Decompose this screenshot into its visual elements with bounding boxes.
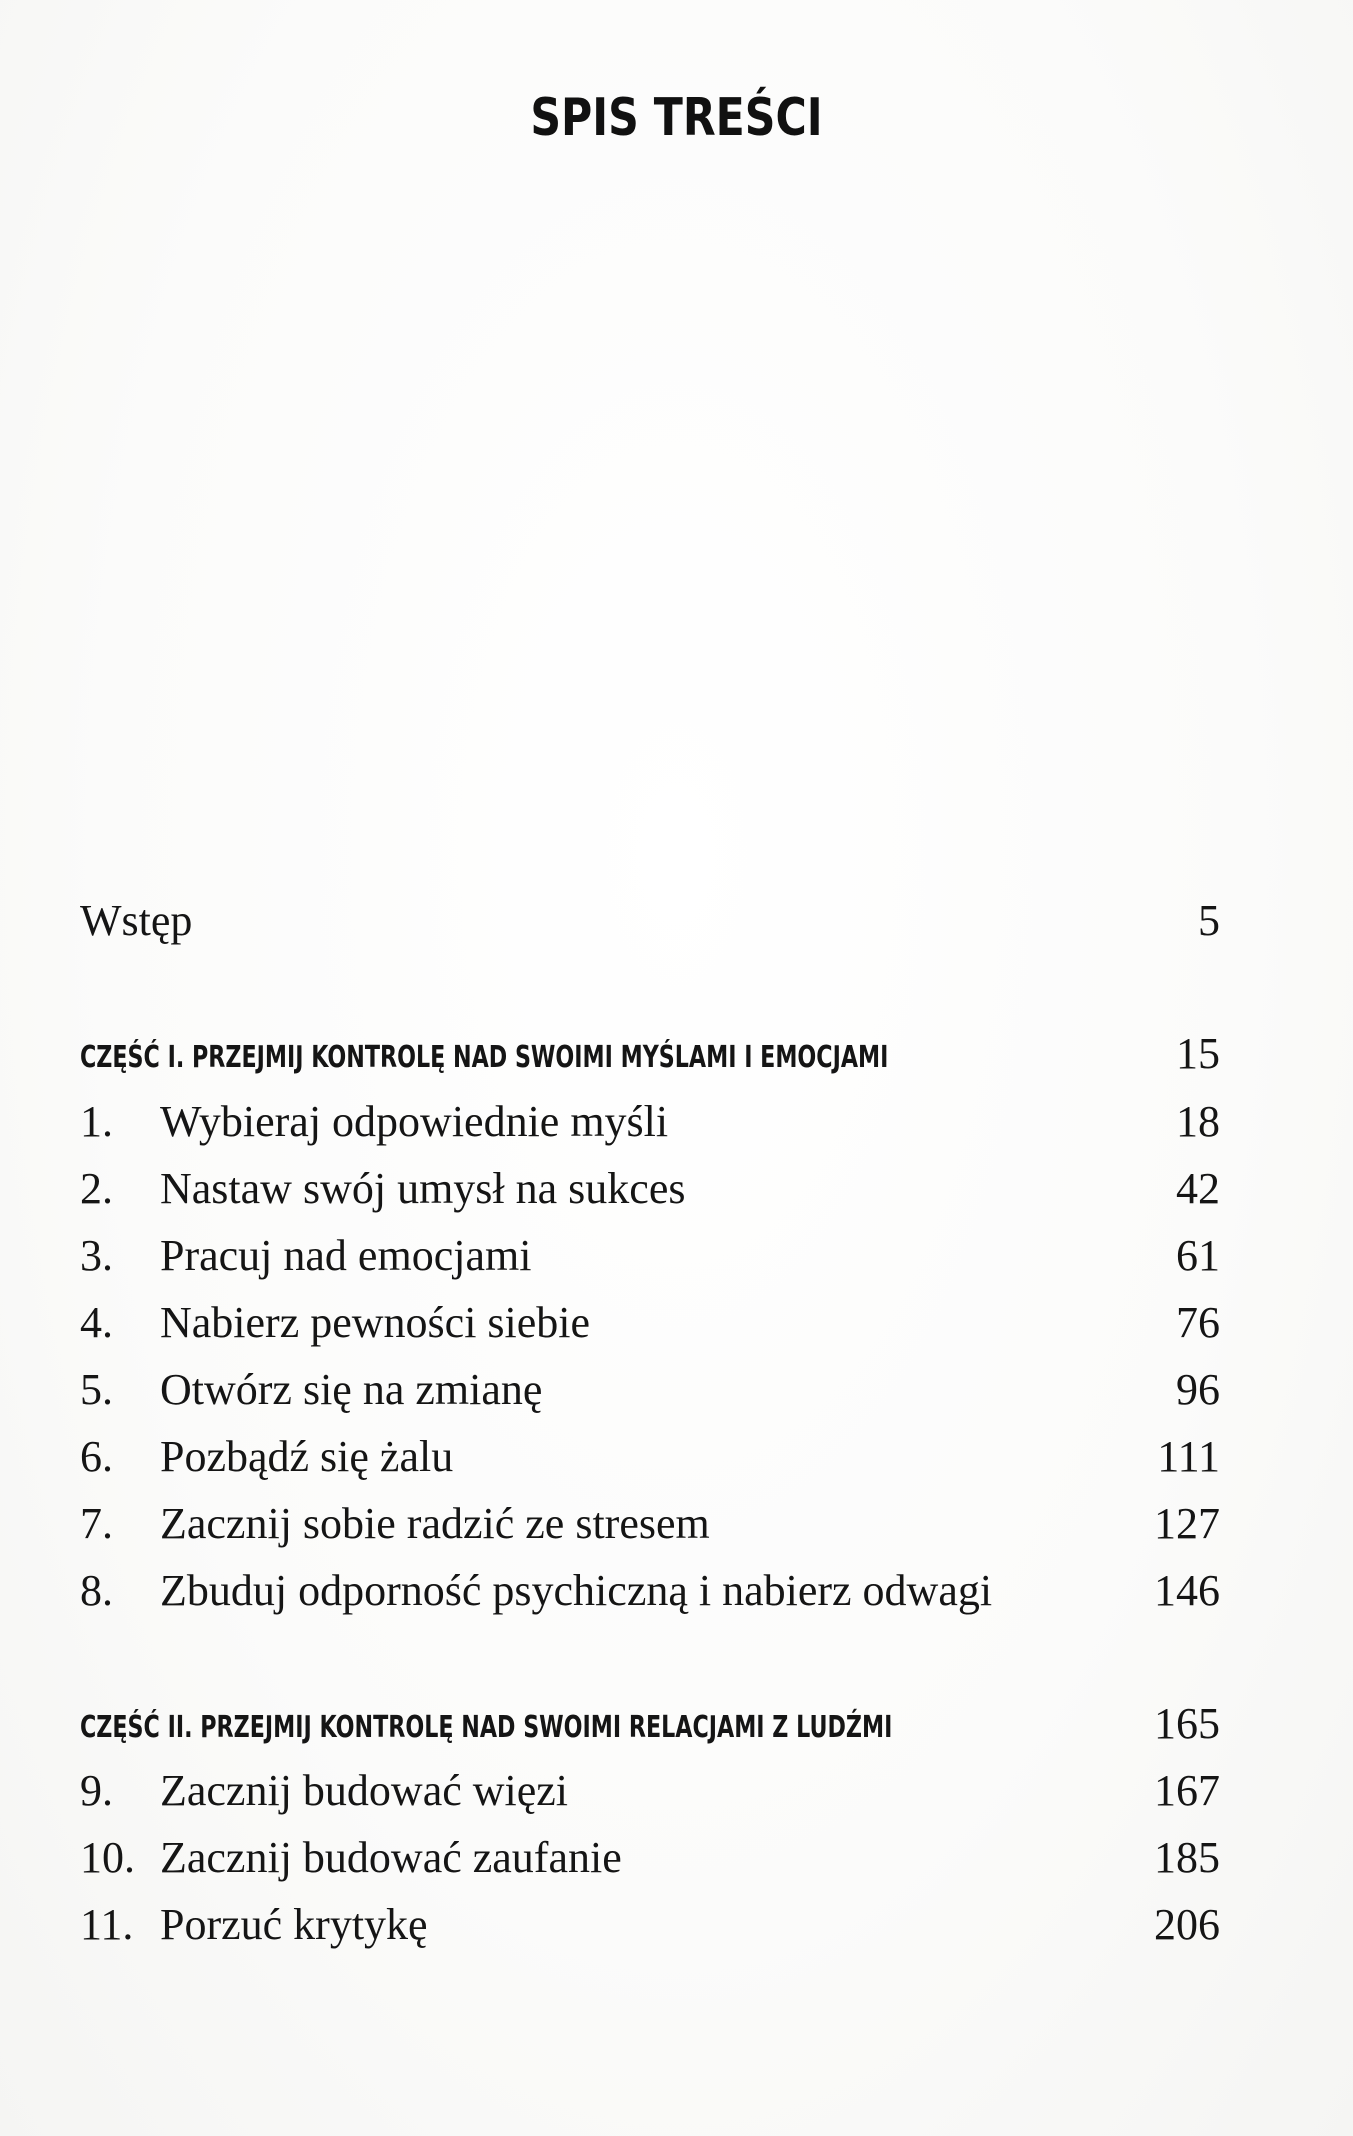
chapter-page: 127	[1154, 1499, 1220, 1548]
chapter-number: 5.	[80, 1365, 113, 1414]
chapter-number: 7.	[80, 1499, 113, 1548]
chapter-title: Wybieraj odpowiednie myśli	[160, 1097, 669, 1146]
chapter-title: Nabierz pewności siebie	[160, 1298, 591, 1347]
chapter-number: 4.	[80, 1298, 113, 1347]
chapter-page: 146	[1154, 1566, 1220, 1615]
chapter-title: Nastaw swój umysł na sukces	[160, 1164, 686, 1213]
chapter-number: 9.	[80, 1766, 113, 1815]
chapter-number: 11.	[80, 1900, 134, 1949]
part-page: 15	[1176, 1029, 1220, 1078]
chapter-title: Zacznij budować więzi	[160, 1766, 569, 1815]
chapter-number: 2.	[80, 1164, 113, 1213]
toc-entry	[80, 1758, 1220, 1824]
chapter-number: 6.	[80, 1432, 113, 1481]
chapter-number: 1.	[80, 1097, 113, 1146]
toc-entry-title: Wstęp	[80, 896, 193, 945]
toc-entry	[80, 1892, 1220, 1958]
chapter-title: Otwórz się na zmianę	[160, 1365, 543, 1414]
toc-entry	[80, 1089, 1220, 1155]
part-page: 165	[1154, 1699, 1220, 1748]
chapter-title: Zacznij budować zaufanie	[160, 1833, 622, 1882]
toc-entry	[80, 1424, 1220, 1490]
chapter-page: 111	[1157, 1432, 1220, 1481]
part-title: CZĘŚĆ II. PRZEJMIJ KONTROLĘ NAD SWOIMI RELACJAMI Z LUDŹMI	[80, 1710, 893, 1745]
chapter-page: 61	[1176, 1231, 1220, 1280]
chapter-number: 10.	[80, 1833, 135, 1882]
chapter-page: 18	[1176, 1097, 1220, 1146]
part-heading-1	[80, 1021, 1220, 1087]
chapter-title: Pracuj nad emocjami	[160, 1231, 532, 1280]
chapter-page: 185	[1154, 1833, 1220, 1882]
chapter-page: 167	[1154, 1766, 1220, 1815]
chapter-page: 206	[1154, 1900, 1220, 1949]
chapter-page: 42	[1176, 1164, 1220, 1213]
chapter-page: 96	[1176, 1365, 1220, 1414]
chapter-number: 8.	[80, 1566, 113, 1615]
chapter-title: Porzuć krytykę	[160, 1900, 428, 1949]
toc-entry	[80, 1290, 1220, 1356]
toc-entry-intro	[80, 888, 1220, 954]
toc-entry	[80, 1156, 1220, 1222]
toc-entry	[80, 1223, 1220, 1289]
toc-entry	[80, 1558, 1220, 1624]
toc-entry-page: 5	[1198, 896, 1220, 945]
toc-entry	[80, 1357, 1220, 1423]
chapter-number: 3.	[80, 1231, 113, 1280]
chapter-title: Pozbądź się żalu	[160, 1432, 454, 1481]
toc-entry	[80, 1491, 1220, 1557]
page-title: SPIS TREŚCI	[530, 88, 823, 148]
part-heading-2	[80, 1691, 1220, 1757]
toc-entry	[80, 1825, 1220, 1891]
chapter-page: 76	[1176, 1298, 1220, 1347]
chapter-title: Zacznij sobie radzić ze stresem	[160, 1499, 710, 1548]
chapter-title: Zbuduj odporność psychiczną i nabierz odwagi	[160, 1566, 993, 1615]
part-title: CZĘŚĆ I. PRZEJMIJ KONTROLĘ NAD SWOIMI MYŚLAMI I EMOCJAMI	[80, 1040, 889, 1075]
